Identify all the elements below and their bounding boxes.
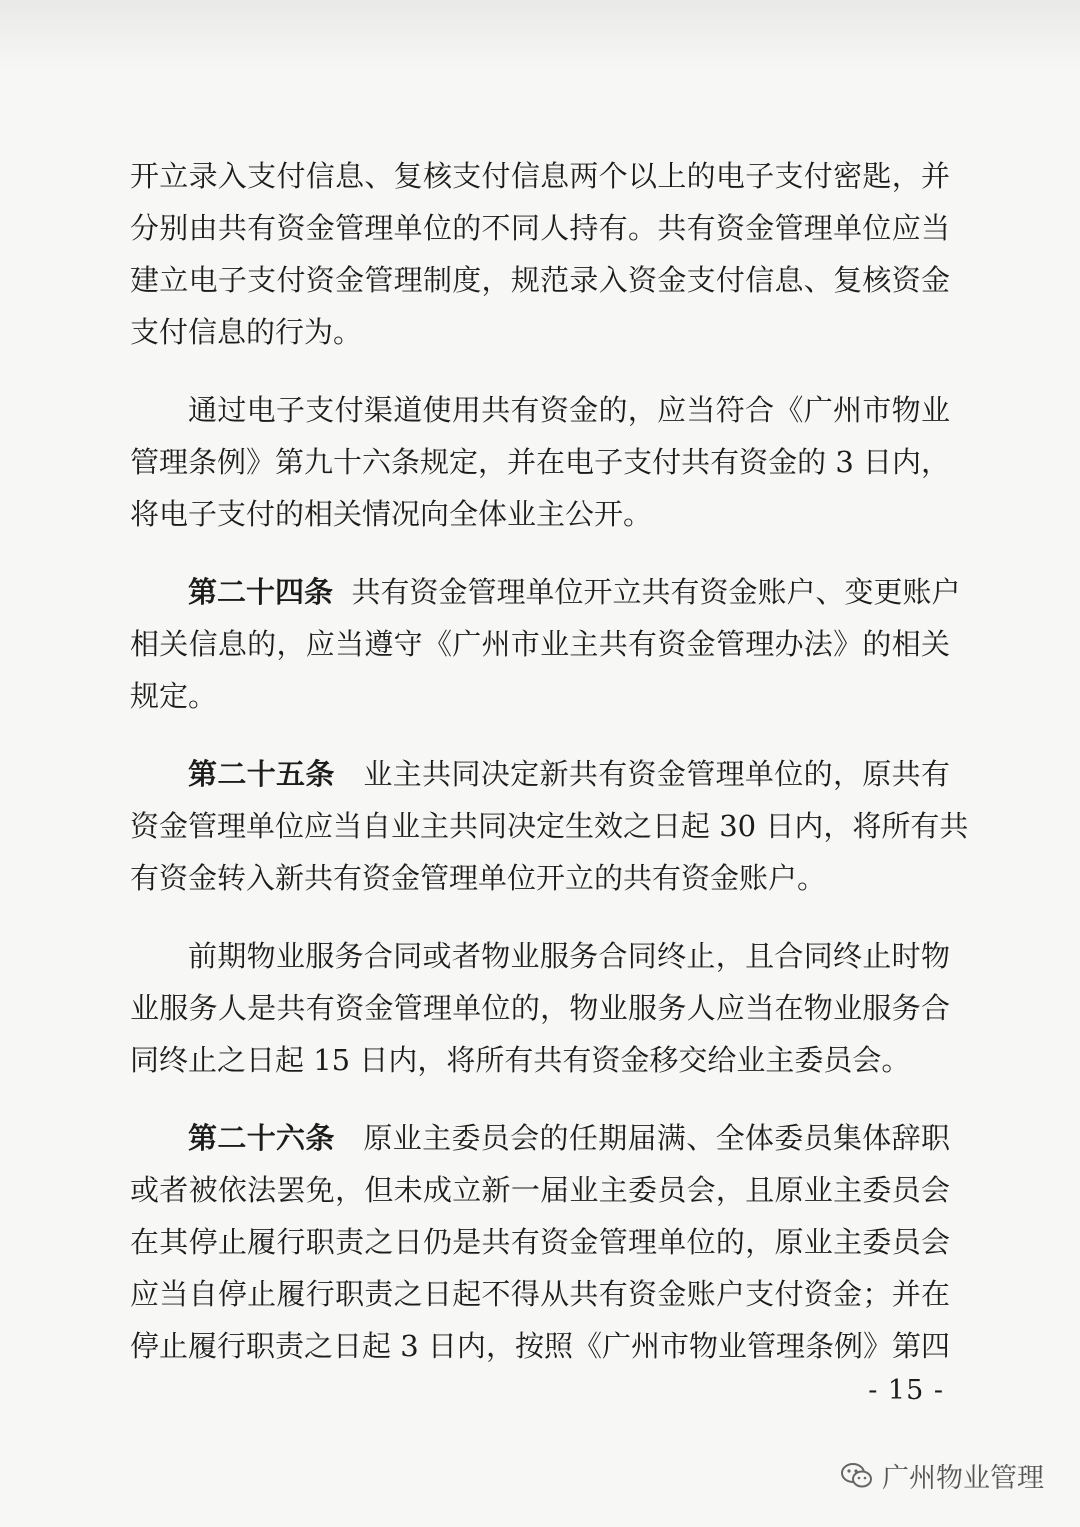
line-text: 业服务人是共有资金管理单位的，物业服务人应当在物业服务合 (130, 991, 950, 1025)
text-line (130, 1112, 950, 1164)
line-text: 支付信息的行为。 (130, 315, 363, 349)
watermark (840, 1456, 1044, 1495)
line-text: 原业主委员会的任期届满、全体委员集体辞职 (334, 1121, 950, 1155)
text-line (130, 618, 950, 670)
line-text: 管理条例》第九十六条规定，并在电子支付共有资金的 3 日内， (130, 445, 950, 479)
article-label: 第二十四条 (188, 575, 334, 609)
scan-edge-shadow (0, 0, 1080, 70)
text-line (130, 930, 950, 982)
wechat-icon (840, 1461, 874, 1491)
line-text: 分别由共有资金管理单位的不同人持有。共有资金管理单位应当 (130, 211, 950, 245)
line-text: 相关信息的，应当遵守《广州市业主共有资金管理办法》的相关 (130, 627, 950, 661)
text-line (130, 1034, 950, 1086)
text-line (130, 488, 950, 540)
text-line (130, 150, 950, 202)
text-line (130, 384, 950, 436)
text-line (130, 748, 950, 800)
text-line (130, 254, 950, 306)
line-text: 有资金转入新共有资金管理单位开立的共有资金账户。 (130, 861, 827, 895)
text-line (130, 982, 950, 1034)
line-text: 资金管理单位应当自业主共同决定生效之日起 30 日内，将所有共 (130, 809, 969, 843)
line-text: 开立录入支付信息、复核支付信息两个以上的电子支付密匙，并 (130, 159, 950, 193)
line-text: 停止履行职责之日起 3 日内，按照《广州市物业管理条例》第四 (130, 1329, 950, 1363)
text-line (130, 1164, 950, 1216)
line-text: 应当自停止履行职责之日起不得从共有资金账户支付资金；并在 (130, 1277, 950, 1311)
line-text: 或者被依法罢免，但未成立新一届业主委员会，且原业主委员会 (130, 1173, 950, 1207)
text-line (130, 852, 950, 904)
line-text: 在其停止履行职责之日仍是共有资金管理单位的，原业主委员会 (130, 1225, 950, 1259)
text-line (130, 800, 969, 852)
article-label: 第二十五条 (188, 757, 335, 791)
line-text: 业主共同决定新共有资金管理单位的，原共有 (334, 757, 950, 791)
line-text: 将电子支付的相关情况向全体业主公开。 (130, 497, 653, 531)
text-line (130, 1320, 950, 1372)
line-text: 规定。 (130, 679, 218, 713)
text-line (130, 1268, 950, 1320)
watermark-text: 广州物业管理 (882, 1463, 1044, 1494)
text-line (130, 670, 950, 722)
line-text: 同终止之日起 15 日内，将所有共有资金移交给业主委员会。 (130, 1043, 911, 1077)
text-line (130, 202, 950, 254)
document-body (130, 150, 969, 1372)
article-label: 第二十六条 (188, 1121, 335, 1155)
text-line (130, 306, 950, 358)
line-text: 建立电子支付资金管理制度，规范录入资金支付信息、复核资金 (130, 263, 950, 297)
text-line (130, 436, 950, 488)
line-text: 共有资金管理单位开立共有资金账户、变更账户 (333, 575, 961, 609)
line-text: 前期物业服务合同或者物业服务合同终止，且合同终止时物 (188, 939, 950, 973)
text-line (130, 1216, 950, 1268)
line-text: 通过电子支付渠道使用共有资金的，应当符合《广州市物业 (188, 393, 950, 427)
text-line (130, 566, 961, 618)
page-number: - 15 - (868, 1375, 944, 1406)
